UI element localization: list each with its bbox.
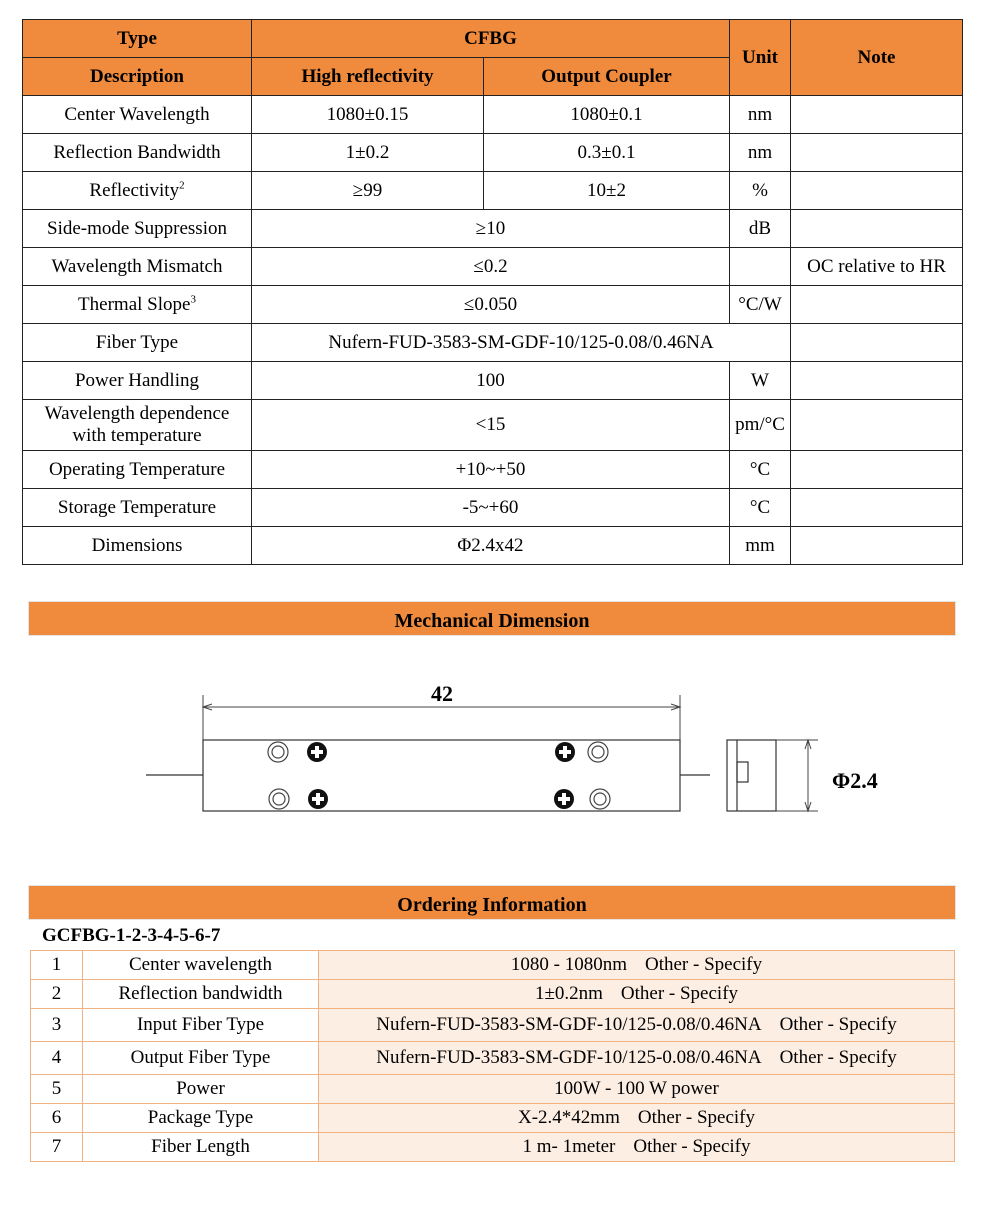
other-specify: Other - Specify	[644, 954, 763, 976]
option-value: X-2.4*42mm	[518, 1107, 620, 1129]
row-number: 4	[31, 1042, 83, 1075]
type-header: Type	[23, 20, 252, 58]
param-cell	[23, 286, 252, 324]
shared-value: Φ2.4x42	[252, 527, 730, 565]
option-cell	[319, 951, 955, 980]
param-line-1: Wavelength dependence	[44, 403, 230, 425]
option-value: 1 m- 1meter	[522, 1136, 616, 1158]
table-row	[23, 248, 963, 286]
unit-cell: pm/°C	[730, 400, 791, 451]
oc-value: 1080±0.1	[484, 96, 730, 134]
option-cell	[319, 980, 955, 1009]
table-row	[23, 172, 963, 210]
note-cell	[791, 527, 963, 565]
shared-value: Nufern-FUD-3583-SM-GDF-10/125-0.08/0.46NA	[252, 324, 791, 362]
param-label: Reflectivity	[89, 179, 180, 201]
table-row	[23, 210, 963, 248]
mechanical-section-title: Mechanical Dimension	[28, 601, 956, 636]
shared-value: <15	[252, 400, 730, 451]
unit-cell: %	[730, 172, 791, 210]
note-cell	[791, 134, 963, 172]
other-specify: Other - Specify	[779, 1014, 897, 1036]
field-name: Package Type	[83, 1104, 319, 1133]
footnote-mark: 3	[190, 293, 196, 306]
unit-header: Unit	[730, 20, 791, 96]
other-specify: Other - Specify	[620, 983, 739, 1005]
spec-table	[22, 19, 963, 565]
note-header: Note	[791, 20, 963, 96]
note-cell	[791, 210, 963, 248]
option-cell	[319, 1009, 955, 1042]
row-number: 7	[31, 1133, 83, 1162]
oc-value: 0.3±0.1	[484, 134, 730, 172]
param-cell: Fiber Type	[23, 324, 252, 362]
param-cell: Storage Temperature	[23, 489, 252, 527]
table-row	[23, 324, 963, 362]
param-cell	[23, 172, 252, 210]
hr-value: ≥99	[252, 172, 484, 210]
unit-cell: W	[730, 362, 791, 400]
oc-value: 10±2	[484, 172, 730, 210]
table-row	[23, 451, 963, 489]
note-cell	[791, 96, 963, 134]
table-row	[23, 286, 963, 324]
field-name: Output Fiber Type	[83, 1042, 319, 1075]
package-body	[146, 740, 710, 811]
option-value: Nufern-FUD-3583-SM-GDF-10/125-0.08/0.46NA	[376, 1014, 762, 1036]
note-cell	[791, 451, 963, 489]
other-specify: Other - Specify	[637, 1107, 755, 1129]
hr-header: High reflectivity	[252, 58, 484, 96]
description-header: Description	[23, 58, 252, 96]
table-row	[31, 1009, 955, 1042]
side-view	[727, 740, 776, 811]
footnote-mark: 2	[179, 179, 185, 192]
param-cell: Wavelength Mismatch	[23, 248, 252, 286]
table-row	[31, 980, 955, 1009]
unit-cell: nm	[730, 134, 791, 172]
param-cell: Power Handling	[23, 362, 252, 400]
table-row	[23, 362, 963, 400]
unit-cell	[730, 248, 791, 286]
length-label: 42	[431, 681, 453, 706]
note-cell	[791, 324, 963, 362]
shared-value: ≥10	[252, 210, 730, 248]
table-row	[23, 400, 963, 451]
field-name: Power	[83, 1075, 319, 1104]
note-cell	[791, 400, 963, 451]
param-label: Thermal Slope	[78, 293, 191, 315]
param-cell	[23, 400, 252, 451]
table-row	[31, 1104, 955, 1133]
hr-value: 1±0.2	[252, 134, 484, 172]
table-row	[23, 527, 963, 565]
row-number: 3	[31, 1009, 83, 1042]
param-line-2: with temperature	[72, 425, 202, 446]
table-row	[31, 1042, 955, 1075]
param-cell: Reflection Bandwidth	[23, 134, 252, 172]
option-value: 1±0.2nm	[534, 983, 603, 1005]
diameter-label: Φ2.4	[832, 768, 878, 793]
param-cell: Side-mode Suppression	[23, 210, 252, 248]
row-number: 2	[31, 980, 83, 1009]
shared-value: 100	[252, 362, 730, 400]
note-cell	[791, 286, 963, 324]
shared-value: -5~+60	[252, 489, 730, 527]
other-specify: Other - Specify	[633, 1136, 751, 1158]
option-value: Nufern-FUD-3583-SM-GDF-10/125-0.08/0.46NA	[376, 1047, 762, 1069]
shared-value: ≤0.050	[252, 286, 730, 324]
note-cell	[791, 362, 963, 400]
table-row	[23, 489, 963, 527]
row-number: 1	[31, 951, 83, 980]
option-cell	[319, 1133, 955, 1162]
table-row	[31, 1133, 955, 1162]
option-value: 1080 - 1080nm	[510, 954, 627, 976]
option-cell	[319, 1104, 955, 1133]
row-number: 6	[31, 1104, 83, 1133]
param-cell: Dimensions	[23, 527, 252, 565]
other-specify: Other - Specify	[779, 1047, 897, 1069]
table-row	[23, 134, 963, 172]
shared-value: ≤0.2	[252, 248, 730, 286]
shared-value: +10~+50	[252, 451, 730, 489]
unit-cell: mm	[730, 527, 791, 565]
unit-cell: dB	[730, 210, 791, 248]
param-cell: Operating Temperature	[23, 451, 252, 489]
table-row	[23, 96, 963, 134]
table-row	[31, 1075, 955, 1104]
note-cell: OC relative to HR	[791, 248, 963, 286]
ordering-table	[30, 950, 955, 1162]
diameter-dimension	[776, 740, 818, 811]
unit-cell: nm	[730, 96, 791, 134]
option-cell	[319, 1042, 955, 1075]
ordering-section-title: Ordering Information	[28, 885, 956, 920]
table-row	[31, 951, 955, 980]
field-name: Fiber Length	[83, 1133, 319, 1162]
hr-value: 1080±0.15	[252, 96, 484, 134]
field-name: Input Fiber Type	[83, 1009, 319, 1042]
option-cell	[319, 1075, 955, 1104]
cfbg-header: CFBG	[252, 20, 730, 58]
header-row-1	[23, 20, 963, 58]
unit-cell: °C	[730, 451, 791, 489]
unit-cell: °C/W	[730, 286, 791, 324]
field-name: Center wavelength	[83, 951, 319, 980]
unit-cell: °C	[730, 489, 791, 527]
field-name: Reflection bandwidth	[83, 980, 319, 1009]
param-cell: Center Wavelength	[23, 96, 252, 134]
oc-header: Output Coupler	[484, 58, 730, 96]
note-cell	[791, 489, 963, 527]
part-code: GCFBG-1-2-3-4-5-6-7	[42, 925, 221, 946]
row-number: 5	[31, 1075, 83, 1104]
note-cell	[791, 172, 963, 210]
mechanical-drawing	[0, 655, 990, 835]
option-value: 100W - 100 W power	[554, 1078, 719, 1100]
